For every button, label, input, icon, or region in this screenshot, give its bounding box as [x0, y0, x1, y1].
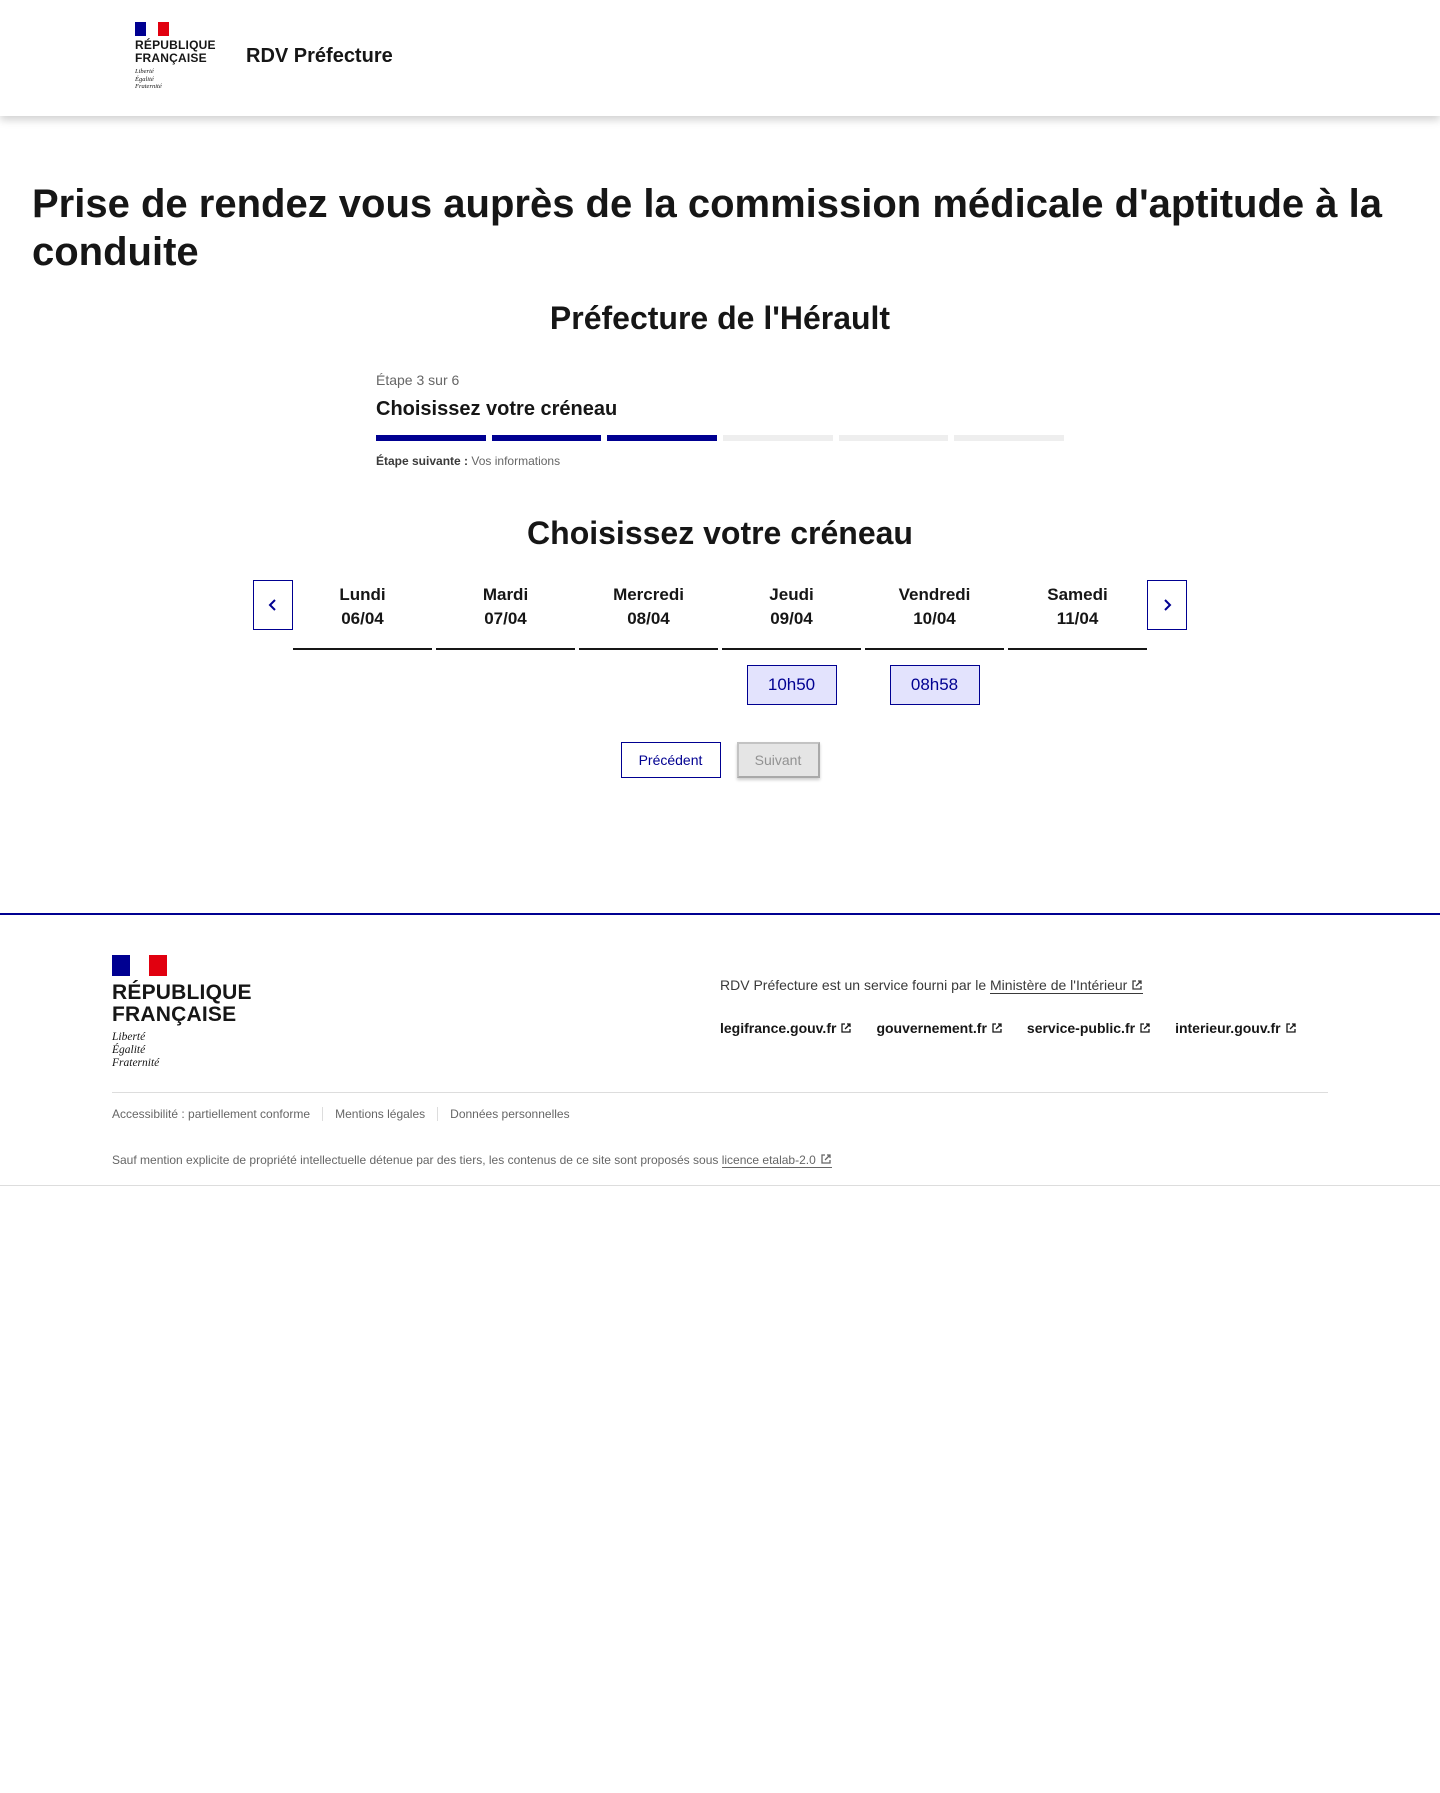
day-name: Mardi	[482, 585, 529, 604]
external-link-icon	[840, 1022, 852, 1034]
day-column-samedi	[1008, 580, 1147, 650]
step-bar-3	[607, 435, 717, 441]
logo-line-1: RÉPUBLIQUE	[135, 38, 216, 52]
step-next-label: Étape suivante :	[376, 454, 469, 468]
day-date: 10/04	[913, 609, 956, 628]
previous-button[interactable]: Précédent	[621, 742, 721, 778]
service-public-link[interactable]	[1027, 1020, 1151, 1036]
motto-line: Fraternité	[112, 1057, 160, 1069]
time-slot-button[interactable]: 08h58	[890, 665, 980, 705]
footer-republique-francaise-logo[interactable]	[112, 955, 252, 1070]
accessibilite-link[interactable]: Accessibilité : partiellement conforme	[112, 1107, 311, 1121]
slot-column-mardi	[436, 665, 575, 705]
next-days-button[interactable]	[1147, 580, 1187, 630]
licence-etalab-link[interactable]	[722, 1153, 832, 1168]
day-column-mardi	[436, 580, 575, 650]
service-public-link-label: service-public.fr	[1026, 1020, 1136, 1036]
flag-red-band	[149, 955, 167, 976]
footer-license	[112, 1153, 832, 1167]
footer-description-text: RDV Préfecture est un service fourni par le	[720, 977, 987, 993]
day-date: 11/04	[1056, 609, 1099, 628]
legifrance-link-label: legifrance.gouv.fr	[720, 1020, 837, 1036]
step-bar-4	[723, 435, 833, 441]
chevron-right-icon	[1159, 597, 1175, 613]
slot-column-vendredi	[865, 665, 1004, 705]
gouvernement-link[interactable]	[876, 1020, 1002, 1036]
logo-line-2: FRANÇAISE	[135, 51, 207, 65]
french-flag-icon	[135, 22, 169, 36]
day-date: 09/04	[770, 609, 813, 628]
external-link-icon	[820, 1153, 832, 1165]
flag-red-band	[158, 22, 169, 36]
license-text: Sauf mention explicite de propriété intellectuelle détenue par des tiers, les contenus de ce site sont proposés sous	[112, 1153, 719, 1167]
step-bar-1	[376, 435, 486, 441]
form-actions	[0, 742, 1440, 778]
motto-line: Égalité	[135, 75, 154, 83]
day-name: Jeudi	[769, 585, 814, 604]
page-title: Prise de rendez vous auprès de la commission médicale d'aptitude à la conduite	[32, 182, 1382, 274]
republique-francaise-logo[interactable]	[135, 22, 225, 91]
footer-external-links	[720, 1020, 1297, 1036]
interieur-link-label: interieur.gouv.fr	[1175, 1020, 1281, 1036]
step-next-value: Vos informations	[471, 454, 561, 468]
site-footer	[0, 913, 1440, 1186]
logo-motto	[135, 68, 225, 91]
day-column-lundi	[293, 580, 432, 650]
step-bar-6	[954, 435, 1064, 441]
day-column-vendredi	[865, 580, 1004, 650]
time-slot-button[interactable]: 10h50	[747, 665, 837, 705]
day-column-jeudi	[722, 580, 861, 650]
flag-white-band	[130, 955, 148, 976]
external-link-icon	[1131, 979, 1143, 991]
slot-section-title: Choisissez votre créneau	[527, 515, 913, 551]
logo-line-2: FRANÇAISE	[112, 1003, 237, 1026]
external-link-icon	[991, 1022, 1003, 1034]
slot-column-lundi	[293, 665, 432, 705]
slot-column-mercredi	[579, 665, 718, 705]
motto-line: Fraternité	[135, 83, 162, 90]
step-title: Choisissez votre créneau	[376, 398, 618, 420]
french-flag-icon	[112, 955, 167, 976]
gouvernement-link-label: gouvernement.fr	[876, 1020, 987, 1036]
day-name: Vendredi	[898, 585, 971, 604]
flag-blue-band	[112, 955, 130, 976]
ministere-link-label: Ministère de l'Intérieur	[990, 977, 1128, 993]
chevron-left-icon	[265, 597, 281, 613]
day-date: 07/04	[484, 609, 527, 628]
footer-description	[720, 977, 1143, 993]
step-next	[376, 454, 1064, 468]
flag-white-band	[146, 22, 157, 36]
footer-bottom-links	[112, 1107, 582, 1121]
day-name: Samedi	[1047, 585, 1108, 604]
day-date: 08/04	[627, 609, 670, 628]
donnees-personnelles-link[interactable]: Données personnelles	[437, 1107, 581, 1121]
slot-columns	[293, 665, 1147, 705]
external-link-icon	[1139, 1022, 1151, 1034]
step-progress	[376, 435, 1064, 441]
site-header	[0, 0, 1440, 116]
mentions-legales-link[interactable]: Mentions légales	[322, 1107, 437, 1121]
day-name: Lundi	[339, 585, 386, 604]
licence-etalab-link-label: licence etalab-2.0	[721, 1153, 816, 1167]
logo-line-1: RÉPUBLIQUE	[112, 981, 252, 1004]
previous-days-button[interactable]	[253, 580, 293, 630]
ministere-link[interactable]	[990, 977, 1143, 994]
day-date: 06/04	[341, 609, 384, 628]
next-button[interactable]: Suivant	[737, 742, 820, 778]
step-bar-2	[492, 435, 602, 441]
motto-line: Liberté	[135, 68, 154, 75]
legifrance-link[interactable]	[720, 1020, 852, 1036]
logo-motto	[112, 1031, 252, 1070]
day-columns	[293, 580, 1147, 650]
footer-divider	[112, 1092, 1328, 1093]
slot-column-samedi	[1008, 665, 1147, 705]
prefecture-title: Préfecture de l'Hérault	[549, 300, 891, 336]
interieur-link[interactable]	[1175, 1020, 1297, 1036]
slot-column-jeudi	[722, 665, 861, 705]
motto-line: Liberté	[112, 1031, 146, 1043]
motto-line: Égalité	[112, 1044, 146, 1056]
service-title[interactable]: RDV Préfecture	[246, 45, 393, 67]
stepper	[376, 372, 1064, 468]
step-bar-5	[839, 435, 949, 441]
day-name: Mercredi	[613, 585, 684, 604]
day-column-mercredi	[579, 580, 718, 650]
flag-blue-band	[135, 22, 146, 36]
external-link-icon	[1285, 1022, 1297, 1034]
step-state: Étape 3 sur 6	[376, 372, 460, 388]
